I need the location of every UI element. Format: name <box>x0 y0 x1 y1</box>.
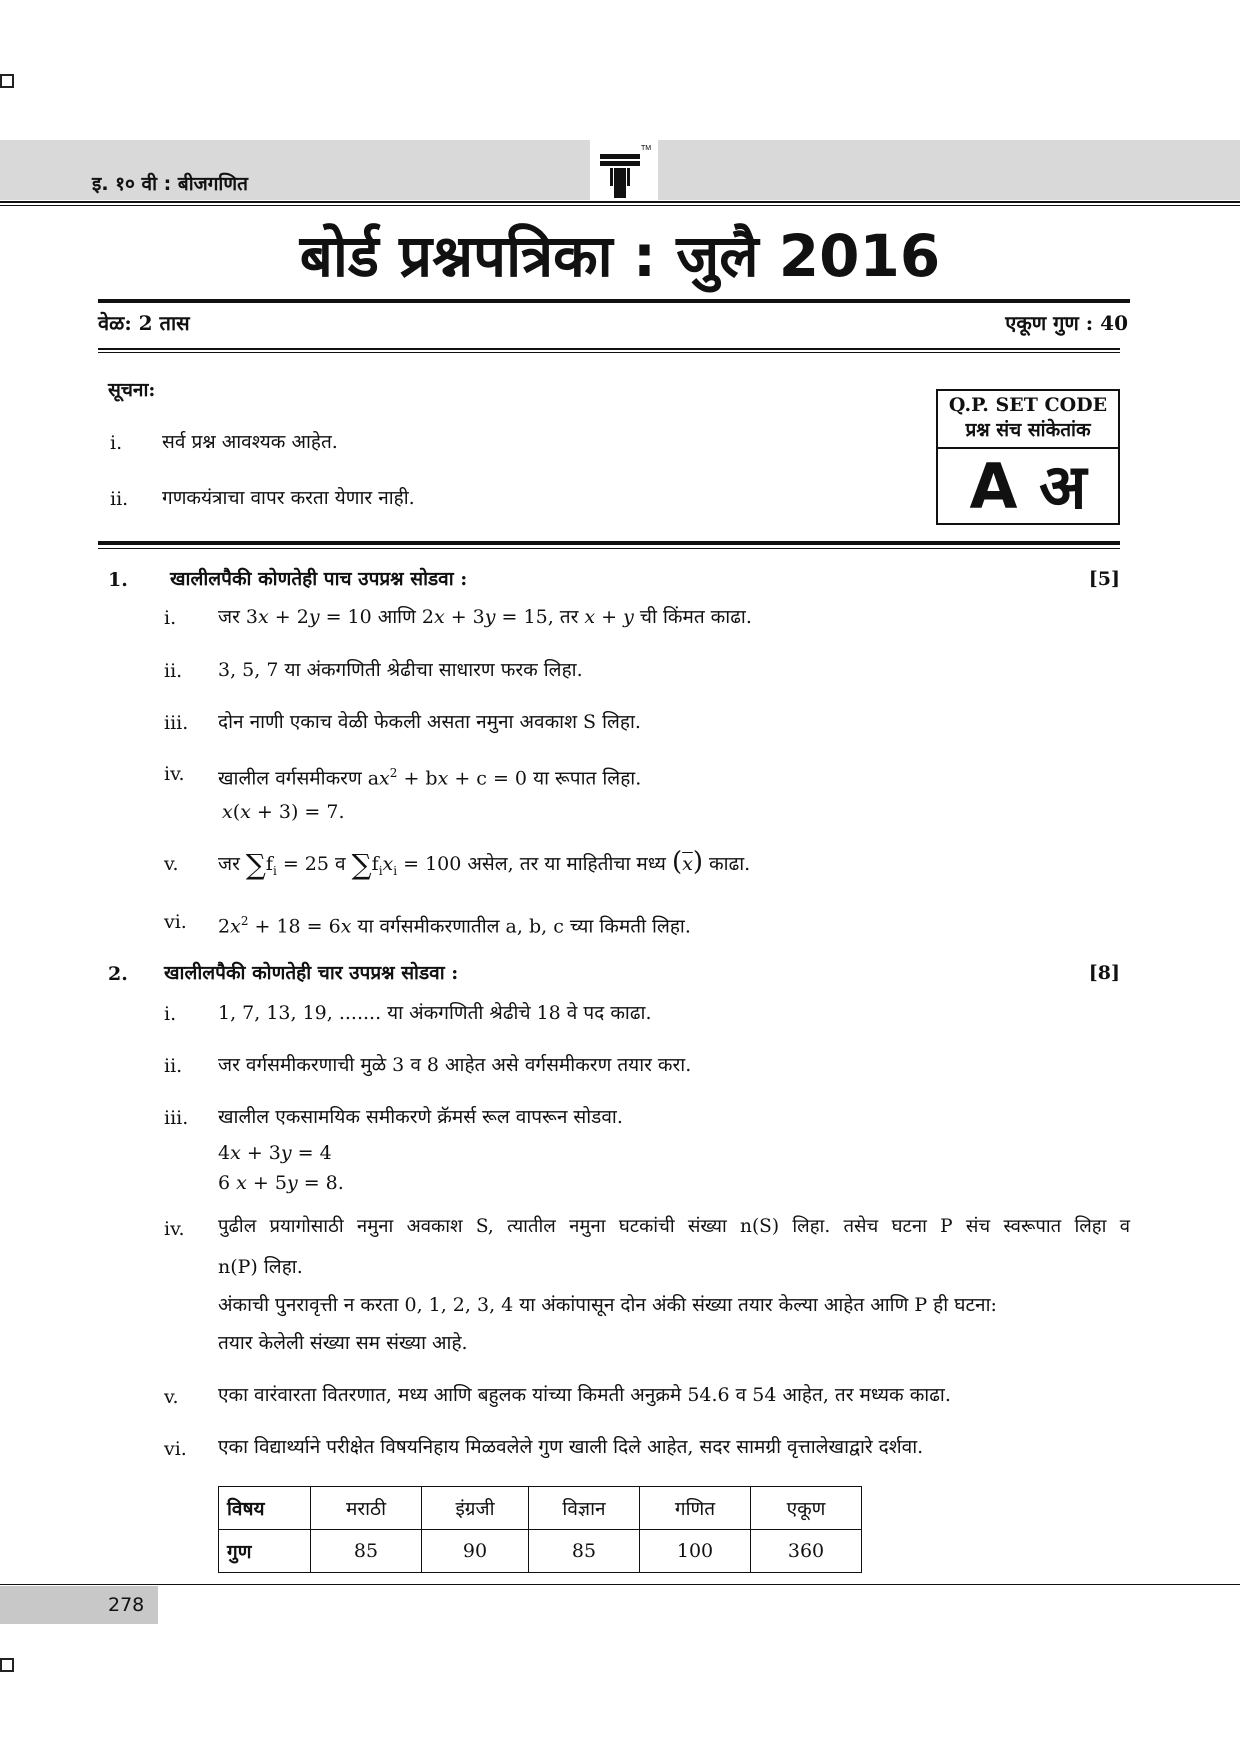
q2-iii-text: खालील एकसामयिक समीकरणे क्रॅमर्स रूल वापरून सोडवा. <box>218 1106 623 1128</box>
section-rule <box>98 541 1120 545</box>
publisher-logo <box>590 140 658 202</box>
q2-iv-line2: n(P) लिहा. <box>218 1256 303 1278</box>
q1-ii-text: 3, 5, 7 या अंकगणिती श्रेढीचा साधारण फरक लिहा. <box>218 659 583 681</box>
table-header: इंग्रजी <box>422 1487 529 1530</box>
q2-vi-text: एका विद्यार्थ्याने परीक्षेत विषयनिहाय मिळवलेले गुण खाली दिले आहेत, सदर सामग्री वृत्तालेखाद्वारे दर्शवा. <box>218 1436 924 1458</box>
question-marks: [8] <box>1088 962 1120 984</box>
qp-set-code-label: Q.P. SET CODE <box>948 394 1108 416</box>
table-header: विषय <box>219 1487 311 1530</box>
q1-iii-text: दोन नाणी एकाच वेळी फेकली असता नमुना अवकाश S लिहा. <box>218 711 641 733</box>
q2-iii-eq1: 4x + 3y = 4 <box>218 1142 332 1164</box>
table-header: एकूण <box>751 1487 862 1530</box>
item-num: i. <box>164 607 177 629</box>
item-num: iii. <box>164 712 189 734</box>
item-num: iv. <box>164 763 185 785</box>
crop-mark-bottom <box>0 1658 14 1672</box>
qp-set-code-box <box>936 389 1120 525</box>
question-heading: खालीलपैकी कोणतेही चार उपप्रश्न सोडवा : <box>164 962 459 984</box>
table-cell: गुण <box>219 1530 311 1573</box>
table-header: गणित <box>640 1487 751 1530</box>
item-num: ii. <box>164 660 183 682</box>
q2-iv-line1: पुढील प्रयागोसाठी नमुना अवकाश S, त्यातील नमुना घटकांची संख्या n(S) लिहा. तसेच घटना P संच स्वरूपात लिहा व <box>218 1216 1130 1237</box>
header-subject: इ. १० वी : बीजगणित <box>92 173 248 195</box>
item-num: i. <box>164 1003 177 1025</box>
page-number-band <box>0 1586 158 1624</box>
table-cell: 85 <box>529 1530 640 1573</box>
sigma-icon: ∑ <box>245 848 266 881</box>
section-rule-thin <box>98 548 1120 549</box>
q2-iii-eq2: 6 x + 5y = 8. <box>218 1172 344 1194</box>
page-number: 278 <box>108 1594 145 1616</box>
instruction-text: गणकयंत्राचा वापर करता येणार नाही. <box>162 487 415 509</box>
table-row <box>219 1487 862 1530</box>
exam-time: वेळ: 2 तास <box>98 311 190 335</box>
table-header: विज्ञान <box>529 1487 640 1530</box>
question-number: 1. <box>108 569 128 591</box>
question-heading: खालीलपैकी कोणतेही पाच उपप्रश्न सोडवा : <box>170 568 468 590</box>
marks-table <box>218 1486 862 1573</box>
instruction-num: ii. <box>110 488 129 510</box>
instruction-text: सर्व प्रश्न आवश्यक आहेत. <box>162 431 338 453</box>
item-num: iii. <box>164 1107 189 1129</box>
sigma-icon: ∑ <box>351 848 372 881</box>
qp-set-code-label-marathi: प्रश्न संच सांकेतांक <box>965 419 1091 441</box>
q2-iv-line4: तयार केलेली संख्या सम संख्या आहे. <box>218 1332 468 1354</box>
q1-iv-text: खालील वर्गसमीकरण $ax^2$ + bx + c = 0 या रूपात लिहा. <box>218 766 642 790</box>
table-row <box>219 1530 862 1573</box>
item-num: vi. <box>164 911 187 933</box>
q1-i-text: जर 3x + 2y = 10 आणि 2x + 3y = 15, तर x + y ची किंमत काढा. <box>218 606 752 628</box>
total-marks: एकूण गुण : 40 <box>1005 311 1128 335</box>
svg-text:TM: TM <box>641 145 652 152</box>
item-num: vi. <box>164 1438 187 1460</box>
q1-iv-equation: x(x + 3) = 7. <box>222 801 345 823</box>
item-num: v. <box>164 853 179 875</box>
instructions-heading: सूचना: <box>108 379 156 401</box>
header-rule <box>0 201 1240 203</box>
q1-v-text: जर $\sum f_i = 25$ व $\sum f_ix_i = 100$ असेल, तर या माहितीचा मध्य $(\overline{x})$ काढा. <box>218 847 751 881</box>
item-num: v. <box>164 1386 179 1408</box>
qp-set-code: A अ <box>969 450 1087 523</box>
table-cell: 85 <box>311 1530 422 1573</box>
title-rule <box>98 299 1130 303</box>
footer-rule <box>0 1584 1240 1585</box>
table-cell: 360 <box>751 1530 862 1573</box>
item-num: iv. <box>164 1218 185 1240</box>
question-marks: [5] <box>1088 568 1120 590</box>
target-logo-icon <box>590 140 658 202</box>
meta-rule <box>98 348 1120 350</box>
header-rule-thin <box>0 205 1240 206</box>
item-num: ii. <box>164 1055 183 1077</box>
q1-vi-text: $2x^2 + 18 = 6x$ या वर्गसमीकरणातील a, b, c च्या किमती लिहा. <box>218 914 691 938</box>
page-title: बोर्ड प्रश्नपत्रिका : जुलै 2016 <box>299 222 941 290</box>
table-cell: 90 <box>422 1530 529 1573</box>
crop-mark-top <box>0 74 14 88</box>
instruction-num: i. <box>110 432 123 454</box>
meta-rule-thin <box>98 352 1120 353</box>
q2-i-text: 1, 7, 13, 19, ....... या अंकगणिती श्रेढीचे 18 वे पद काढा. <box>218 1002 652 1024</box>
question-number: 2. <box>108 963 128 985</box>
q2-ii-text: जर वर्गसमीकरणाची मुळे 3 व 8 आहेत असे वर्गसमीकरण तयार करा. <box>218 1054 692 1076</box>
q2-v-text: एका वारंवारता वितरणात, मध्य आणि बहुलक यांच्या किमती अनुक्रमे 54.6 व 54 आहेत, तर मध्यक काढा. <box>218 1384 951 1406</box>
table-header: मराठी <box>311 1487 422 1530</box>
q2-iv-line3: अंकाची पुनरावृत्ती न करता 0, 1, 2, 3, 4 या अंकांपासून दोन अंकी संख्या तयार केल्या आहेत आणि P ही घटना: <box>218 1294 997 1316</box>
table-cell: 100 <box>640 1530 751 1573</box>
